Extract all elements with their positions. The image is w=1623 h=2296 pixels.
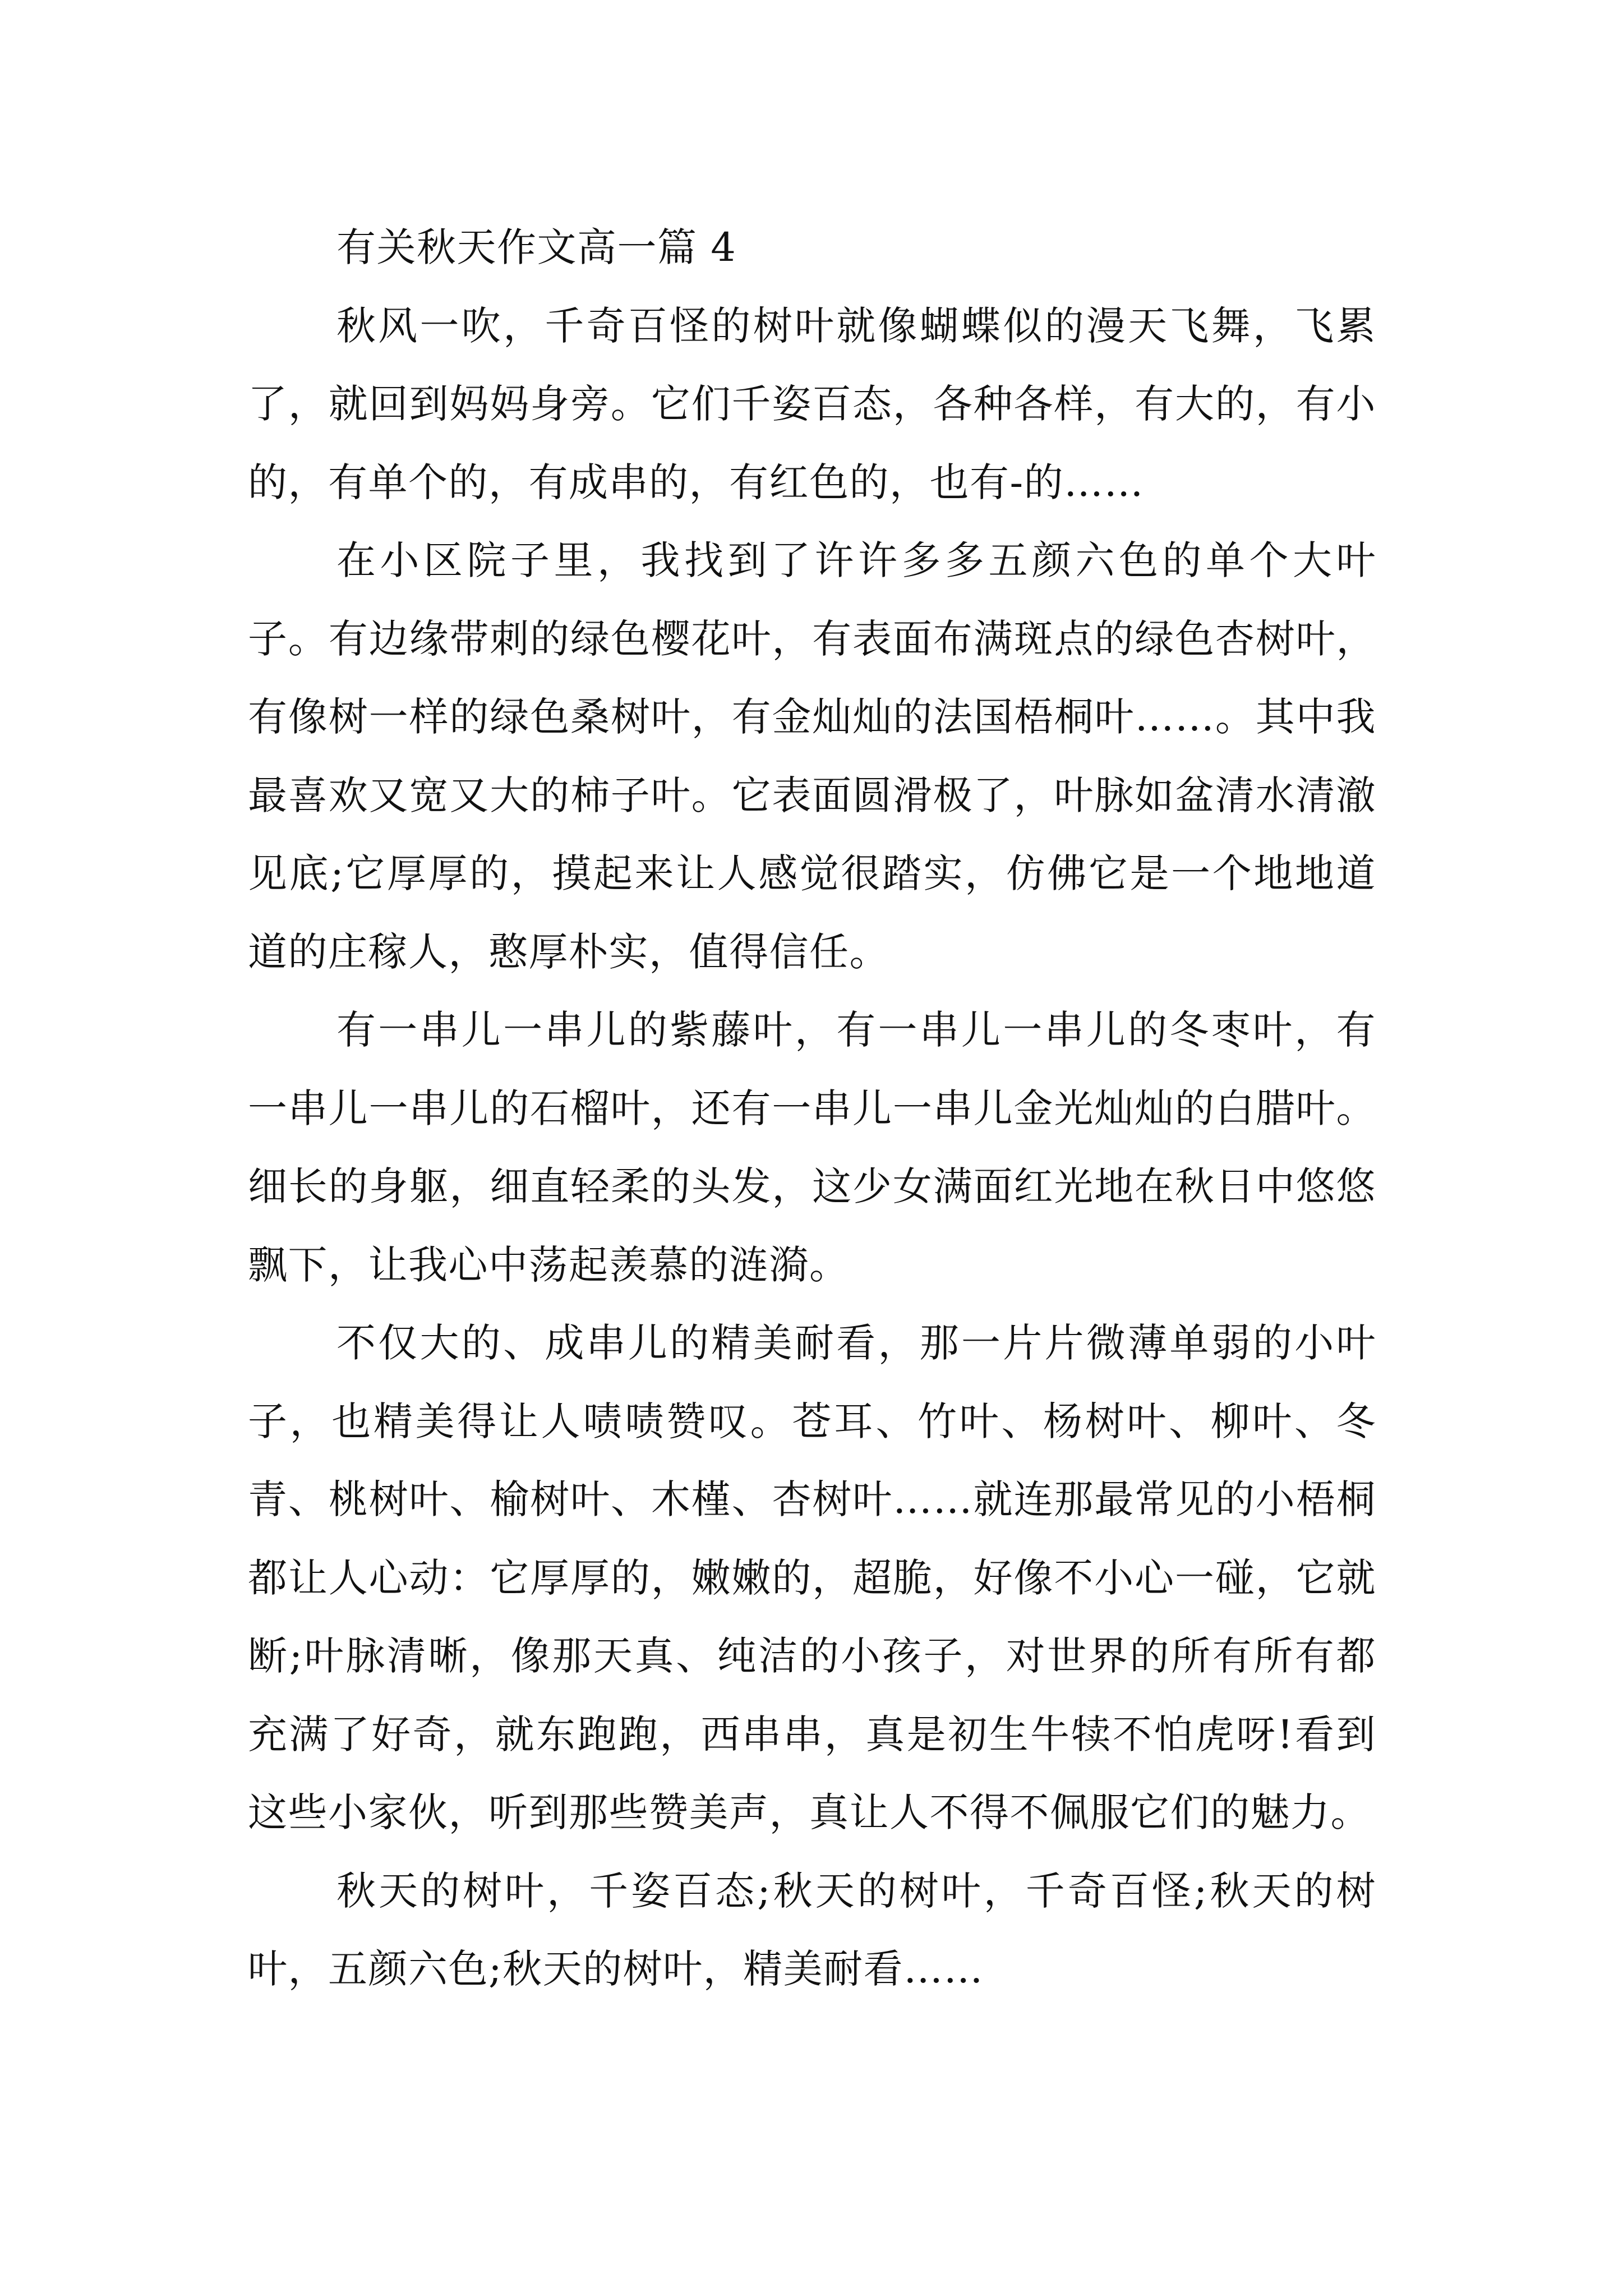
document-title: 有关秋天作文高一篇 4 [336, 224, 737, 270]
paragraph-1: 秋风一吹，千奇百怪的树叶就像蝴蝶似的漫天飞舞，飞累了，就回到妈妈身旁。它们千姿百态，各种各样，有大的，有小的，有单个的，有成串的，有红色的，也有-的…… [248, 302, 1376, 505]
document-body [248, 209, 1376, 2009]
paragraph-4: 不仅大的、成串儿的精美耐看，那一片片微薄单弱的小叶子，也精美得让人啧啧赞叹。苍耳、竹叶、杨树叶、柳叶、冬青、桃树叶、榆树叶、木槿、杏树叶……就连那最常见的小梧桐都让人心动：它厚厚的，嫩嫩的，超脆，好像不小心一碰，它就断;叶脉清晰，像那天真、纯洁的小孩子，对世界的所有所有都充满了好奇，就东跑跑，西串串，真是初生牛犊不怕虎呀!看到这些小家伙，听到那些赞美声，真让人不得不佩服它们的魅力。 [248, 1320, 1376, 1835]
paragraph-5: 秋天的树叶，千姿百态;秋天的树叶，千奇百怪;秋天的树叶，五颜六色;秋天的树叶，精美耐看…… [248, 1867, 1376, 1992]
paragraph-2: 在小区院子里，我找到了许许多多五颜六色的单个大叶子。有边缘带刺的绿色樱花叶，有表面布满斑点的绿色杏树叶，有像树一样的绿色桑树叶，有金灿灿的法国梧桐叶……。其中我最喜欢又宽又大的柿子叶。它表面圆滑极了，叶脉如盆清水清澈见底;它厚厚的，摸起来让人感觉很踏实，仿佛它是一个地地道道的庄稼人，憨厚朴实，值得信任。 [248, 537, 1376, 975]
paragraph-3: 有一串儿一串儿的紫藤叶，有一串儿一串儿的冬枣叶，有一串儿一串儿的石榴叶，还有一串儿一串儿金光灿灿的白腊叶。细长的身躯，细直轻柔的头发，这少女满面红光地在秋日中悠悠飘下，让我心中荡起羡慕的涟漪。 [248, 1007, 1376, 1288]
